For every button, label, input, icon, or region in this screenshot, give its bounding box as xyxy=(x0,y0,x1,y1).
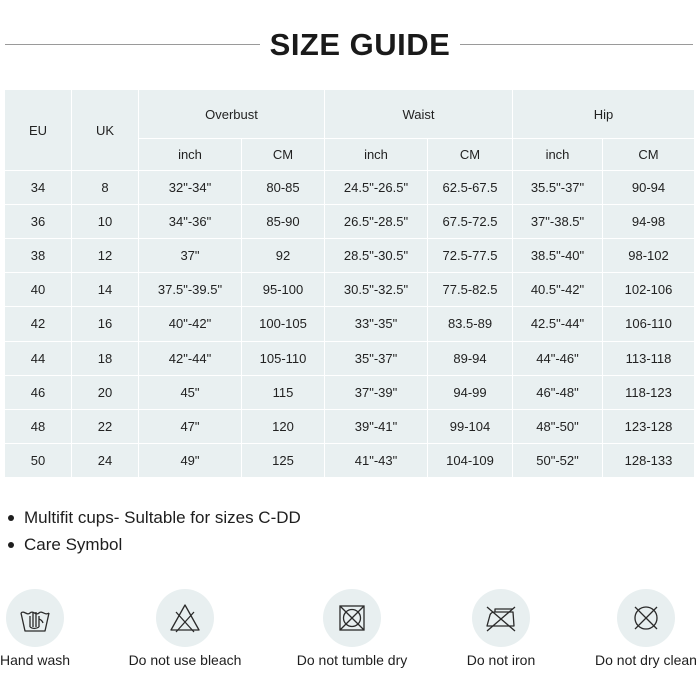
cell-waist-cm: 77.5-82.5 xyxy=(428,273,513,307)
cell-hip-cm: 128-133 xyxy=(603,443,695,477)
cell-hip-cm: 102-106 xyxy=(603,273,695,307)
table-row xyxy=(5,307,695,341)
cell-hip-inch: 35.5"-37" xyxy=(513,171,603,205)
cell-overbust-cm: 80-85 xyxy=(242,171,325,205)
no-tumble-dry-icon xyxy=(335,601,369,635)
cell-eu: 42 xyxy=(5,307,72,341)
cell-overbust-inch: 37" xyxy=(139,239,242,273)
care-circle xyxy=(323,589,381,647)
cell-uk: 14 xyxy=(72,273,139,307)
cell-uk: 20 xyxy=(72,375,139,409)
header-uk: UK xyxy=(72,90,139,171)
cell-eu: 44 xyxy=(5,341,72,375)
size-table-body xyxy=(5,171,695,478)
no-iron-icon xyxy=(483,601,519,635)
cell-overbust-inch: 49" xyxy=(139,443,242,477)
table-row xyxy=(5,375,695,409)
care-item-hand-wash xyxy=(0,589,105,668)
cell-overbust-inch: 34"-36" xyxy=(139,205,242,239)
hand-wash-icon xyxy=(18,601,52,635)
cell-hip-inch: 44"-46" xyxy=(513,341,603,375)
cell-waist-inch: 33"-35" xyxy=(325,307,428,341)
cell-uk: 18 xyxy=(72,341,139,375)
care-item-no-iron xyxy=(431,589,571,668)
no-bleach-icon xyxy=(168,601,202,635)
cell-waist-inch: 39"-41" xyxy=(325,409,428,443)
table-row xyxy=(5,239,695,273)
cell-waist-cm: 62.5-67.5 xyxy=(428,171,513,205)
cell-eu: 38 xyxy=(5,239,72,273)
care-label: Hand wash xyxy=(0,652,71,668)
size-table xyxy=(4,89,695,478)
cell-uk: 24 xyxy=(72,443,139,477)
subheader-hip-inch: inch xyxy=(513,139,603,171)
care-circle xyxy=(472,589,530,647)
title-row xyxy=(0,22,700,68)
cell-waist-cm: 67.5-72.5 xyxy=(428,205,513,239)
cell-eu: 48 xyxy=(5,409,72,443)
cell-hip-cm: 98-102 xyxy=(603,239,695,273)
table-row xyxy=(5,409,695,443)
care-circle xyxy=(156,589,214,647)
cell-waist-cm: 104-109 xyxy=(428,443,513,477)
cell-eu: 46 xyxy=(5,375,72,409)
cell-overbust-cm: 95-100 xyxy=(242,273,325,307)
cell-hip-inch: 46"-48" xyxy=(513,375,603,409)
subheader-waist-inch: inch xyxy=(325,139,428,171)
cell-waist-inch: 26.5"-28.5" xyxy=(325,205,428,239)
cell-hip-cm: 123-128 xyxy=(603,409,695,443)
cell-waist-cm: 99-104 xyxy=(428,409,513,443)
cell-eu: 40 xyxy=(5,273,72,307)
header-waist: Waist xyxy=(325,90,513,139)
cell-hip-cm: 106-110 xyxy=(603,307,695,341)
cell-waist-inch: 28.5"-30.5" xyxy=(325,239,428,273)
feature-list xyxy=(6,504,696,558)
cell-overbust-inch: 37.5"-39.5" xyxy=(139,273,242,307)
subheader-overbust-inch: inch xyxy=(139,139,242,171)
cell-hip-cm: 94-98 xyxy=(603,205,695,239)
cell-waist-inch: 41"-43" xyxy=(325,443,428,477)
cell-uk: 10 xyxy=(72,205,139,239)
cell-hip-cm: 118-123 xyxy=(603,375,695,409)
cell-overbust-cm: 125 xyxy=(242,443,325,477)
cell-overbust-cm: 115 xyxy=(242,375,325,409)
cell-hip-cm: 113-118 xyxy=(603,341,695,375)
table-row xyxy=(5,341,695,375)
cell-eu: 34 xyxy=(5,171,72,205)
care-label: Do not iron xyxy=(466,652,536,668)
cell-overbust-inch: 45" xyxy=(139,375,242,409)
cell-uk: 12 xyxy=(72,239,139,273)
cell-waist-inch: 30.5"-32.5" xyxy=(325,273,428,307)
subheader-hip-cm: CM xyxy=(603,139,695,171)
header-eu: EU xyxy=(5,90,72,171)
cell-overbust-cm: 92 xyxy=(242,239,325,273)
care-item-no-dry-clean xyxy=(576,589,700,668)
cell-overbust-cm: 120 xyxy=(242,409,325,443)
no-dry-clean-icon xyxy=(629,601,663,635)
cell-eu: 50 xyxy=(5,443,72,477)
care-item-no-bleach xyxy=(115,589,255,668)
cell-overbust-inch: 47" xyxy=(139,409,242,443)
cell-waist-cm: 89-94 xyxy=(428,341,513,375)
cell-overbust-inch: 40"-42" xyxy=(139,307,242,341)
title-divider-right xyxy=(460,44,693,45)
cell-hip-inch: 48"-50" xyxy=(513,409,603,443)
title-divider-left xyxy=(5,44,260,45)
cell-overbust-cm: 85-90 xyxy=(242,205,325,239)
table-row xyxy=(5,443,695,477)
cell-hip-inch: 40.5"-42" xyxy=(513,273,603,307)
feature-cups: Multifit cups- Sultable for sizes C-DD xyxy=(6,504,696,531)
care-label: Do not dry clean xyxy=(595,652,697,668)
cell-hip-inch: 50"-52" xyxy=(513,443,603,477)
cell-overbust-cm: 105-110 xyxy=(242,341,325,375)
cell-uk: 8 xyxy=(72,171,139,205)
cell-eu: 36 xyxy=(5,205,72,239)
cell-uk: 22 xyxy=(72,409,139,443)
header-hip: Hip xyxy=(513,90,695,139)
cell-hip-cm: 90-94 xyxy=(603,171,695,205)
cell-waist-cm: 72.5-77.5 xyxy=(428,239,513,273)
care-circle xyxy=(617,589,675,647)
care-label: Do not use bleach xyxy=(128,652,242,668)
cell-overbust-cm: 100-105 xyxy=(242,307,325,341)
cell-overbust-inch: 42"-44" xyxy=(139,341,242,375)
feature-care-symbol: Care Symbol xyxy=(6,531,696,558)
care-symbols xyxy=(0,589,700,679)
cell-overbust-inch: 32"-34" xyxy=(139,171,242,205)
care-circle xyxy=(6,589,64,647)
cell-hip-inch: 42.5"-44" xyxy=(513,307,603,341)
cell-waist-cm: 83.5-89 xyxy=(428,307,513,341)
care-item-no-tumble-dry xyxy=(282,589,422,668)
page-title: SIZE GUIDE xyxy=(269,27,451,62)
subheader-waist-cm: CM xyxy=(428,139,513,171)
header-overbust: Overbust xyxy=(139,90,325,139)
cell-waist-inch: 35"-37" xyxy=(325,341,428,375)
cell-waist-cm: 94-99 xyxy=(428,375,513,409)
cell-hip-inch: 37"-38.5" xyxy=(513,205,603,239)
care-label: Do not tumble dry xyxy=(296,652,408,668)
cell-waist-inch: 37"-39" xyxy=(325,375,428,409)
table-row xyxy=(5,171,695,205)
cell-waist-inch: 24.5"-26.5" xyxy=(325,171,428,205)
table-row xyxy=(5,205,695,239)
subheader-overbust-cm: CM xyxy=(242,139,325,171)
cell-hip-inch: 38.5"-40" xyxy=(513,239,603,273)
cell-uk: 16 xyxy=(72,307,139,341)
table-row xyxy=(5,273,695,307)
